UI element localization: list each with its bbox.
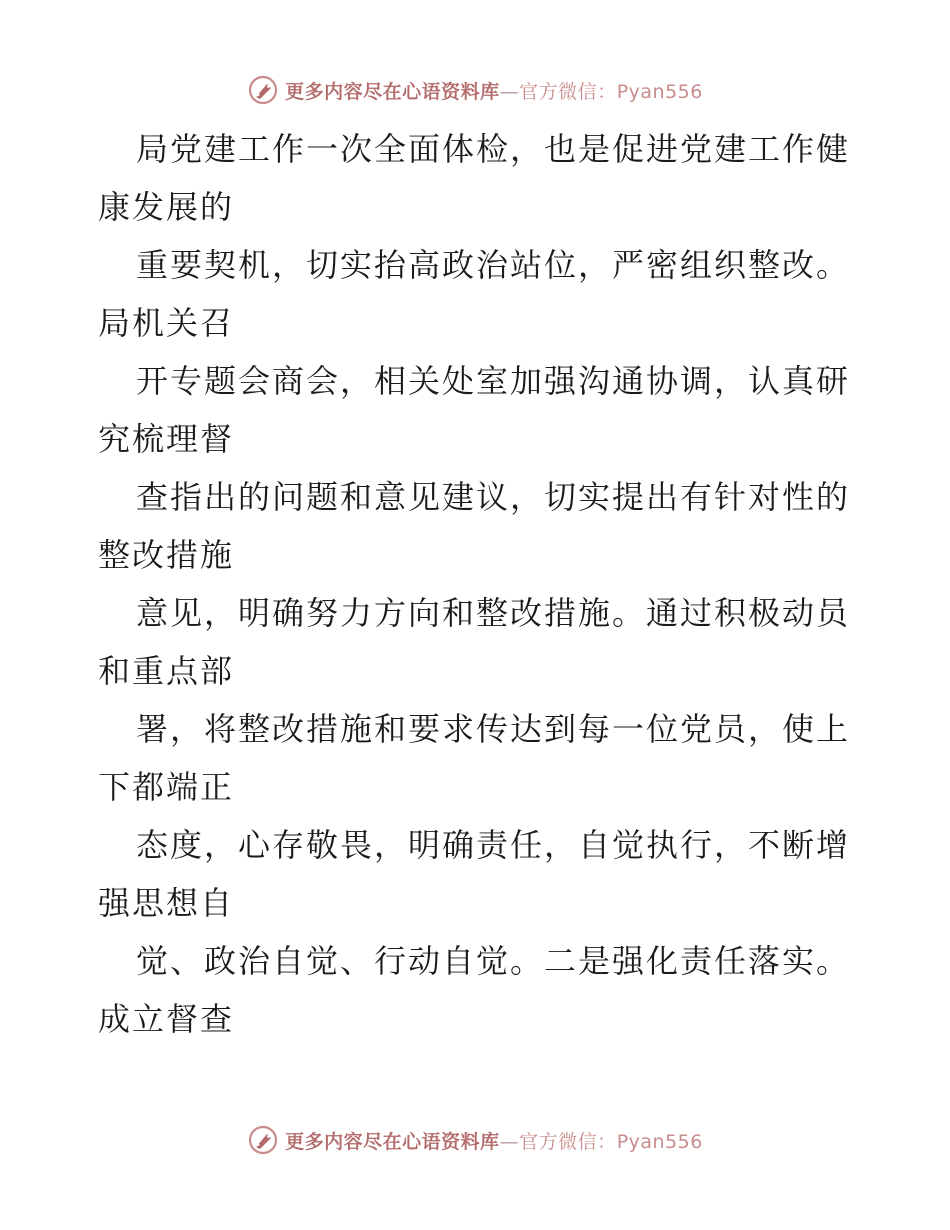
paragraph-first-line: 局党建工作一次全面体检，也是促进党建工作健: [136, 130, 851, 168]
document-body: [98, 120, 858, 1048]
paragraph-continuation: 强思想自: [98, 884, 235, 922]
paragraph-first-line: 署，将整改措施和要求传达到每一位党员，使上: [136, 710, 851, 748]
footer-watermark: [0, 1120, 950, 1160]
header-watermark: [0, 70, 950, 110]
paragraph: [98, 352, 858, 468]
paragraph-continuation: 和重点部: [98, 652, 235, 690]
paragraph-first-line: 开专题会商会，相关处室加强沟通协调，认真研: [136, 362, 851, 400]
pen-nib-logo-icon: [247, 1124, 279, 1156]
paragraph-continuation: 局机关召: [98, 304, 235, 342]
watermark-brand: 更多内容尽在心语资料库: [285, 1130, 500, 1153]
paragraph-first-line: 查指出的问题和意见建议，切实提出有针对性的: [136, 478, 851, 516]
watermark-text: [285, 1127, 703, 1154]
paragraph: [98, 468, 858, 584]
paragraph-continuation: 究梳理督: [98, 420, 235, 458]
paragraph: [98, 236, 858, 352]
watermark-label: 官方微信：: [519, 1130, 617, 1153]
paragraph-continuation: 康发展的: [98, 188, 235, 226]
watermark-account: Pyan556: [616, 1130, 703, 1153]
paragraph-first-line: 态度，心存敬畏，明确责任，自觉执行，不断增: [136, 826, 851, 864]
watermark-account: Pyan556: [616, 80, 703, 103]
paragraph-continuation: 成立督查: [98, 1000, 235, 1038]
paragraph: [98, 700, 858, 816]
paragraph: [98, 932, 858, 1048]
paragraph-first-line: 觉、政治自觉、行动自觉。二是强化责任落实。: [136, 942, 851, 980]
pen-nib-logo-icon: [247, 74, 279, 106]
paragraph-first-line: 重要契机，切实抬高政治站位，严密组织整改。: [136, 246, 851, 284]
watermark-separator: —: [499, 1130, 520, 1153]
watermark-label: 官方微信：: [519, 80, 617, 103]
paragraph-continuation: 下都端正: [98, 768, 235, 806]
paragraph: [98, 816, 858, 932]
paragraph-first-line: 意见，明确努力方向和整改措施。通过积极动员: [136, 594, 851, 632]
watermark-text: [285, 77, 703, 104]
paragraph-continuation: 整改措施: [98, 536, 235, 574]
watermark-separator: —: [499, 80, 520, 103]
paragraph: [98, 584, 858, 700]
paragraph: [98, 120, 858, 236]
watermark-brand: 更多内容尽在心语资料库: [285, 80, 500, 103]
